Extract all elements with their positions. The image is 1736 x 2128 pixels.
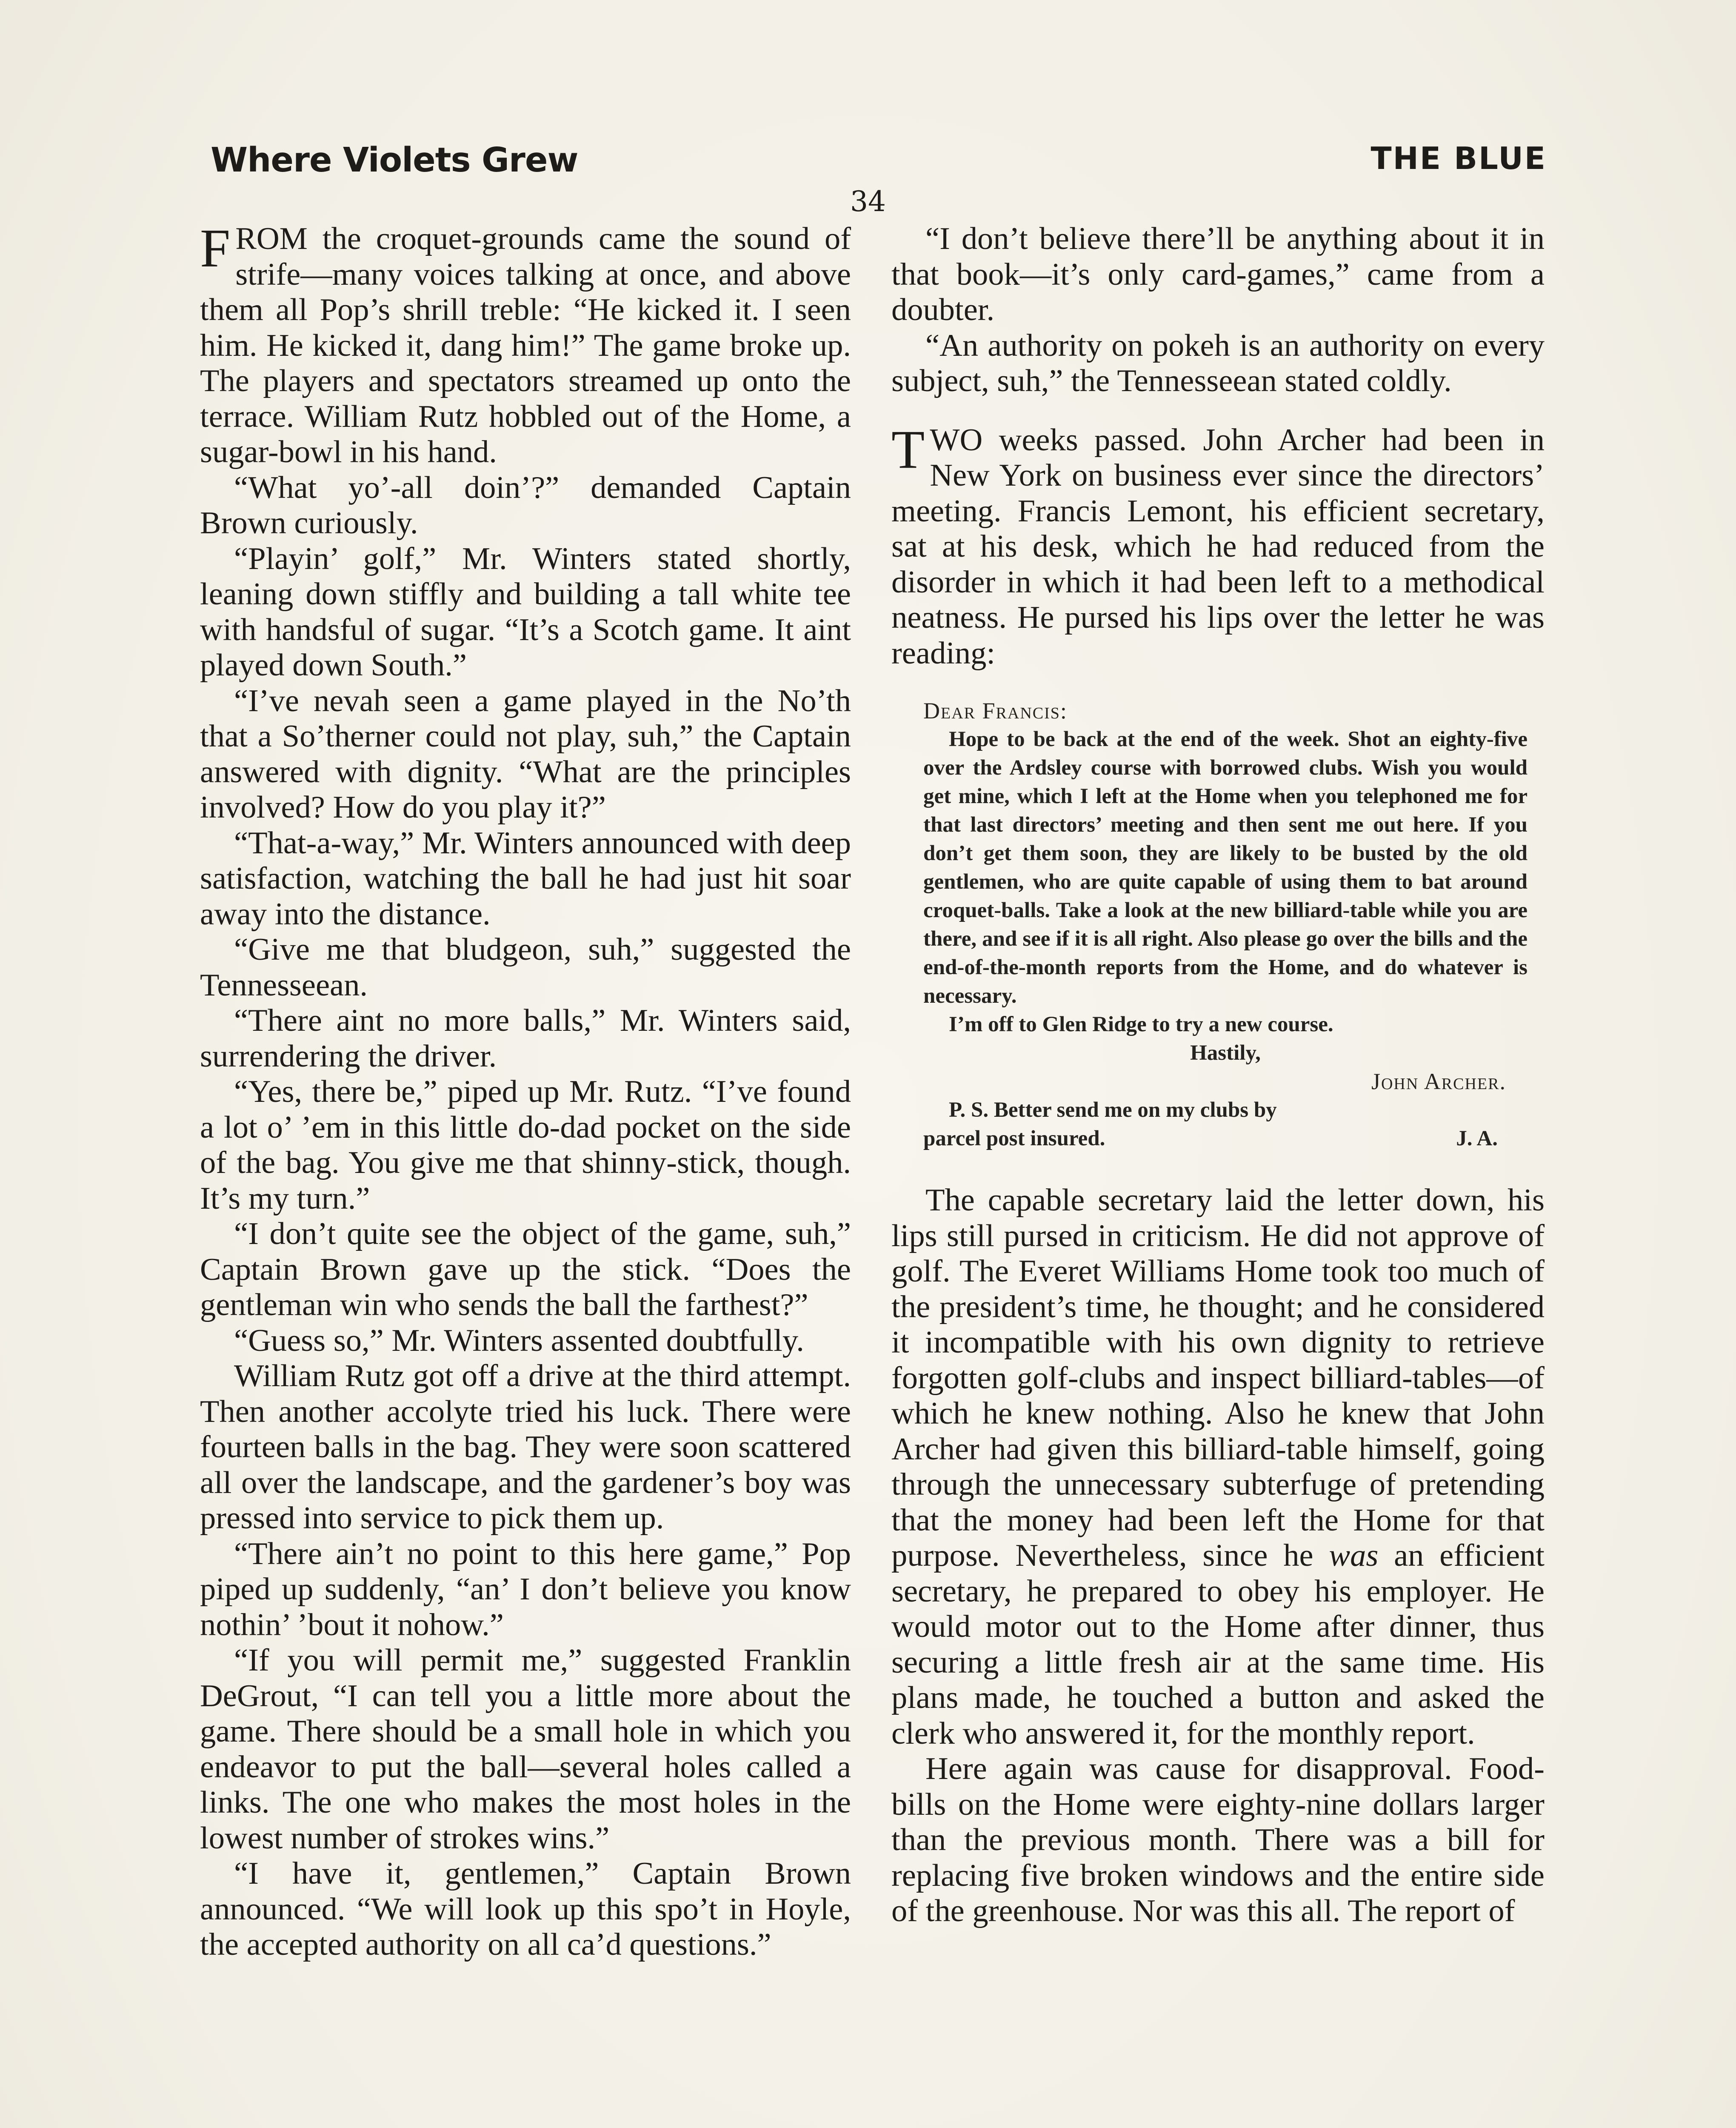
paragraph: “Yes, there be,” piped up Mr. Rutz. “I’ve found a lot o’ ’em in this little do-dad pocket on the side of the bag. You give me that shinny-stick, though. It’s my turn.” bbox=[200, 1074, 851, 1216]
paragraph: “That-a-way,” Mr. Winters announced with deep satisfaction, watching the ball he had just hit soar away into the distance. bbox=[200, 825, 851, 932]
drop-cap: F bbox=[200, 218, 231, 278]
paragraph: “There ain’t no point to this here game,” Pop piped up suddenly, “an’ I don’t believe you know nothin’ ’bout it nohow.” bbox=[200, 1536, 851, 1642]
paragraph: William Rutz got off a drive at the third attempt. Then another accolyte tried his luck. There were fourteen balls in the bag. They were soon scattered all over the landscape, and the gardener’s boy was pressed into service to pick them up. bbox=[200, 1359, 851, 1536]
paragraph: “Give me that bludgeon, suh,” suggested the Tennesseean. bbox=[200, 932, 851, 1003]
paragraph: Here again was cause for disapproval. Food-bills on the Home were eighty-nine dollars larger than the previous month. There was a bill for replacing five broken windows and the entire side of the greenhouse. Nor was this all. The report of bbox=[891, 1751, 1545, 1928]
paragraph: “I don’t quite see the object of the game, suh,” Captain Brown gave up the stick. “Does the gentleman win who sends the ball the farthest?” bbox=[200, 1216, 851, 1322]
paragraph bbox=[891, 1183, 1545, 1751]
letter-signature: John Archer. bbox=[1371, 1069, 1506, 1094]
paragraph: “I don’t believe there’ll be anything about it in that book—it’s only card-games,” came from a doubter. bbox=[891, 221, 1545, 327]
paragraph: “Playin’ golf,” Mr. Winters stated shortly, leaning down stiffly and building a tall white tee with handsful of sugar. “It’s a Scotch game. It aint played down South.” bbox=[200, 541, 851, 683]
story-title: Where Violets Grew bbox=[211, 140, 578, 180]
paragraph: “If you will permit me,” suggested Franklin DeGrout, “I can tell you a little more about the game. There should be a small hole in which you endeavor to put the ball—several holes called a links. The one who makes the most holes in the lowest number of strokes wins.” bbox=[200, 1643, 851, 1856]
italic-word: was bbox=[1329, 1538, 1379, 1573]
paragraph-text: ROM the croquet-grounds came the sound of strife—many voices talking at once, and above them all Pop’s shrill treble: “He kicked it. I seen him. He kicked it, dang him!” The game broke up. The players and spectators streamed up onto the terrace. William Rutz hobbled out of the Home, a sugar-bowl in his hand. bbox=[200, 221, 851, 469]
paragraph-text: The capable secretary laid the letter down, his lips still pursed in criticism. He did not approve of golf. The Everet Williams Home took too much of the president’s time, he thought; and he considered it incompatible with his own dignity to retrieve forgotten golf-clubs and inspect billiard-tables—of which he knew nothing. Also he knew that John Archer had given this billiard-table himself, going through the unnecessary subterfuge of pretending that the money had been left the Home for that purpose. Nevertheless, since he bbox=[891, 1183, 1545, 1573]
letter-closing: Hastily, bbox=[1190, 1041, 1261, 1065]
letter-postscript: P. S. Better send me on my clubs by bbox=[949, 1098, 1277, 1122]
paragraph: “I have it, gentlemen,” Captain Brown announced. “We will look up this spo’t in Hoyle, the accepted authority on all ca’d questions.” bbox=[200, 1856, 851, 1962]
paragraph: “Guess so,” Mr. Winters assented doubtfully. bbox=[234, 1323, 804, 1358]
left-column bbox=[200, 218, 851, 1963]
paragraph: “There aint no more balls,” Mr. Winters said, surrendering the driver. bbox=[200, 1003, 851, 1074]
paragraph: “An authority on pokeh is an authority on every subject, suh,” the Tennesseean stated coldly. bbox=[891, 328, 1545, 398]
postscript-initials: J. A. bbox=[1456, 1127, 1498, 1150]
page-number: 34 bbox=[850, 185, 886, 218]
paragraph bbox=[891, 419, 1545, 672]
quoted-letter bbox=[891, 697, 1545, 1153]
letter-salutation: Dear Francis: bbox=[923, 698, 1068, 724]
letter-postscript-line bbox=[923, 1124, 1528, 1153]
letter-body: Hope to be back at the end of the week. Shot an eighty-five over the Ardsley course with borrowed clubs. Wish you would get mine, which I left at the Home when you telephoned me for that last directors’ meeting and then sent me out here. If you don’t get them soon, they are likely to be busted by the old gentlemen, who are quite capable of using them to bat around croquet-balls. Take a look at the new billiard-table while you are there, and see if it is all right. Also please go over the bills and the end-of-the-month reports from the Home, and do whatever is necessary. bbox=[923, 727, 1528, 1008]
paragraph: “I’ve nevah seen a game played in the No’th that a So’therner could not play, suh,” the Captain answered with dignity. “What are the principles involved? How do you play it?” bbox=[200, 683, 851, 825]
paragraph: “What yo’-all doin’?” demanded Captain Brown curiously. bbox=[200, 470, 851, 541]
paragraph-text: WO weeks passed. John Archer had been in New York on business ever since the directors’ meeting. Francis Lemont, his efficient secretary, sat at his desk, which he had reduced from the disorder in which it had been left to a methodical neatness. He pursed his lips over the letter he was reading: bbox=[891, 422, 1545, 671]
paragraph bbox=[200, 218, 851, 470]
magazine-name: THE BLUE bbox=[1371, 140, 1547, 176]
letter-body: I’m off to Glen Ridge to try a new course. bbox=[949, 1013, 1333, 1036]
drop-cap: T bbox=[891, 419, 925, 480]
right-column bbox=[891, 221, 1545, 1929]
postscript-text: parcel post insured. bbox=[923, 1127, 1105, 1150]
paragraph-text: an efficient secretary, he prepared to obey his employer. He would motor out to the Home after dinner, thus securing a little fresh air at the same time. His plans made, he touched a button and asked the clerk who answered it, for the monthly report. bbox=[891, 1538, 1545, 1751]
